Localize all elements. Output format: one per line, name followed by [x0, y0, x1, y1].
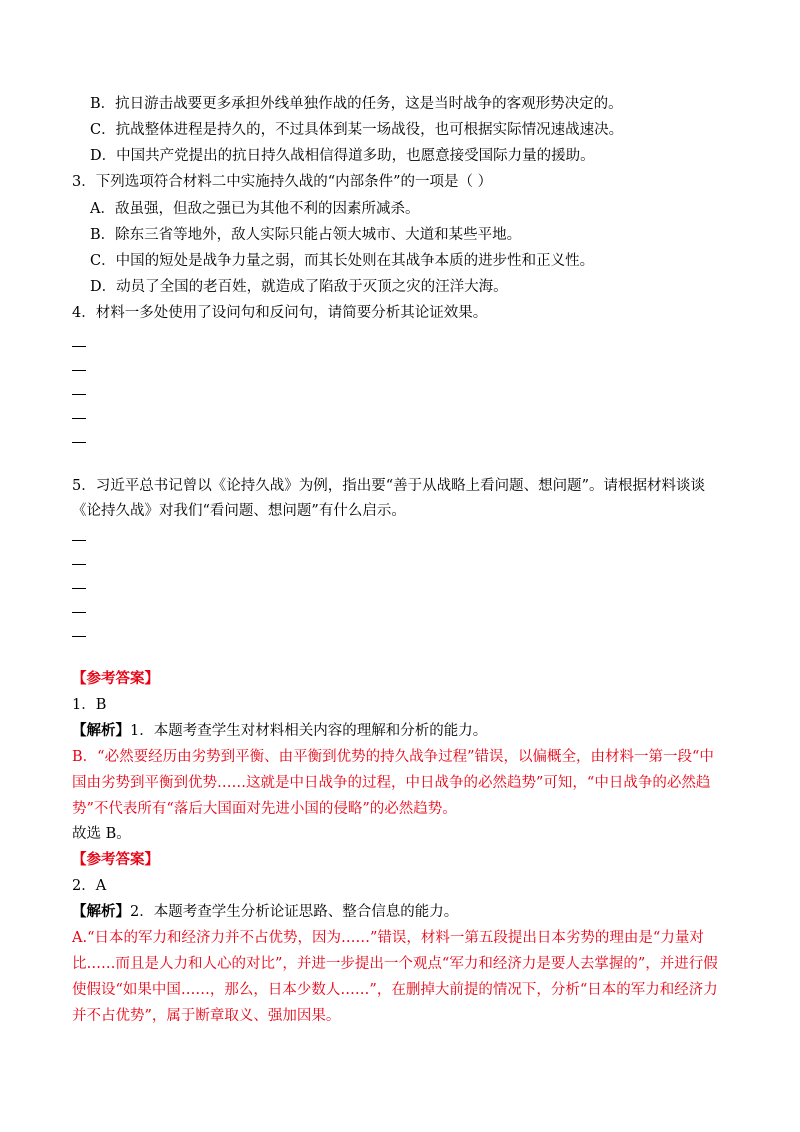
- answer2-analysis-label: 【解析】: [72, 903, 130, 920]
- q4-answer-line-2[interactable]: [72, 370, 86, 371]
- q2-option-d: D．中国共产党提出的抗日持久战相信得道多助，也愿意接受国际力量的援助。: [90, 148, 595, 164]
- answer1-analysis-intro: 1．本题考查学生对材料相关内容的理解和分析的能力。: [130, 723, 488, 739]
- answer1-explain-line-1: B．“必然要经历由劣势到平衡、由平衡到优势的持久战争过程”错误，以偏概全，由材料一第一段“中: [72, 749, 714, 765]
- answer2-analysis: [72, 901, 458, 923]
- q4-answer-line-4[interactable]: [72, 418, 86, 419]
- q4-answer-line-3[interactable]: [72, 394, 86, 395]
- answer1-explain-line-2: 国由劣势到平衡到优势……这就是中日战争的过程，中日战争的必然趋势”可知，“中日战争的必然趋: [72, 775, 711, 791]
- q3-option-c: C．中国的短处是战争力量之弱，而其长处则在其战争本质的进步性和正义性。: [90, 253, 595, 269]
- answer1-conclusion: 故选 B。: [72, 826, 131, 842]
- answer2-explain-line-4: 并不占优势”，属于断章取义、强加因果。: [72, 1008, 341, 1024]
- q3-option-d: D．动员了全国的老百姓，就造成了陷敌于灭顶之灾的汪洋大海。: [90, 279, 508, 295]
- answer2-heading: 【参考答案】: [72, 851, 159, 868]
- q5-stem-line-1: 5．习近平总书记曾以《论持久战》为例，指出要“善于从战略上看问题、想问题”。请根据材料谈谈: [72, 478, 706, 494]
- q5-answer-line-2[interactable]: [72, 564, 86, 565]
- q2-option-c: C．抗战整体进程是持久的，不过具体到某一场战役，也可根据实际情况速战速决。: [90, 122, 624, 138]
- q4-answer-line-1[interactable]: [72, 346, 86, 347]
- q3-stem: 3．下列选项符合材料二中实施持久战的“内部条件”的一项是（ ）: [72, 174, 493, 190]
- answer1-heading: 【参考答案】: [72, 670, 159, 687]
- answer1-analysis-label: 【解析】: [72, 722, 130, 739]
- answer1-analysis: [72, 720, 487, 742]
- q5-answer-line-3[interactable]: [72, 588, 86, 589]
- q5-answer-line-1[interactable]: [72, 540, 86, 541]
- answer2-explain-line-1: A.“日本的军力和经济力并不占优势，因为……”错误，材料一第五段提出日本劣势的理由是“力量对: [72, 930, 704, 946]
- q3-option-b: B．除东三省等地外，敌人实际只能占领大城市、大道和某些平地。: [90, 227, 522, 243]
- q2-option-b: B．抗日游击战要更多承担外线单独作战的任务，这是当时战争的客观形势决定的。: [90, 96, 623, 112]
- answer1-explain-line-3: 势”不代表所有“落后大国面对先进小国的侵略”的必然趋势。: [72, 801, 457, 817]
- q3-option-a: A．敌虽强，但敌之强已为其他不利的因素所减杀。: [90, 201, 420, 217]
- answer1-answer: 1．B: [72, 697, 107, 713]
- q5-answer-line-4[interactable]: [72, 612, 86, 613]
- q4-answer-line-5[interactable]: [72, 442, 86, 443]
- q4-stem: 4．材料一多处使用了设问句和反问句，请简要分析其论证效果。: [72, 305, 488, 321]
- q5-answer-line-5[interactable]: [72, 636, 86, 637]
- answer2-answer: 2．A: [72, 878, 107, 894]
- answer2-explain-line-2: 比……而且是人力和人心的对比”，并进一步提出一个观点“军力和经济力是要人去掌握的”，并进行假: [72, 956, 718, 972]
- answer2-analysis-intro: 2．本题考查学生分析论证思路、整合信息的能力。: [130, 904, 459, 920]
- q5-stem-line-2: 《论持久战》对我们“看问题、想问题”有什么启示。: [72, 503, 406, 519]
- answer2-explain-line-3: 使假设“如果中国……，那么，日本少数人……”，在删掉大前提的情况下，分析“日本的军力和经济力: [72, 982, 718, 998]
